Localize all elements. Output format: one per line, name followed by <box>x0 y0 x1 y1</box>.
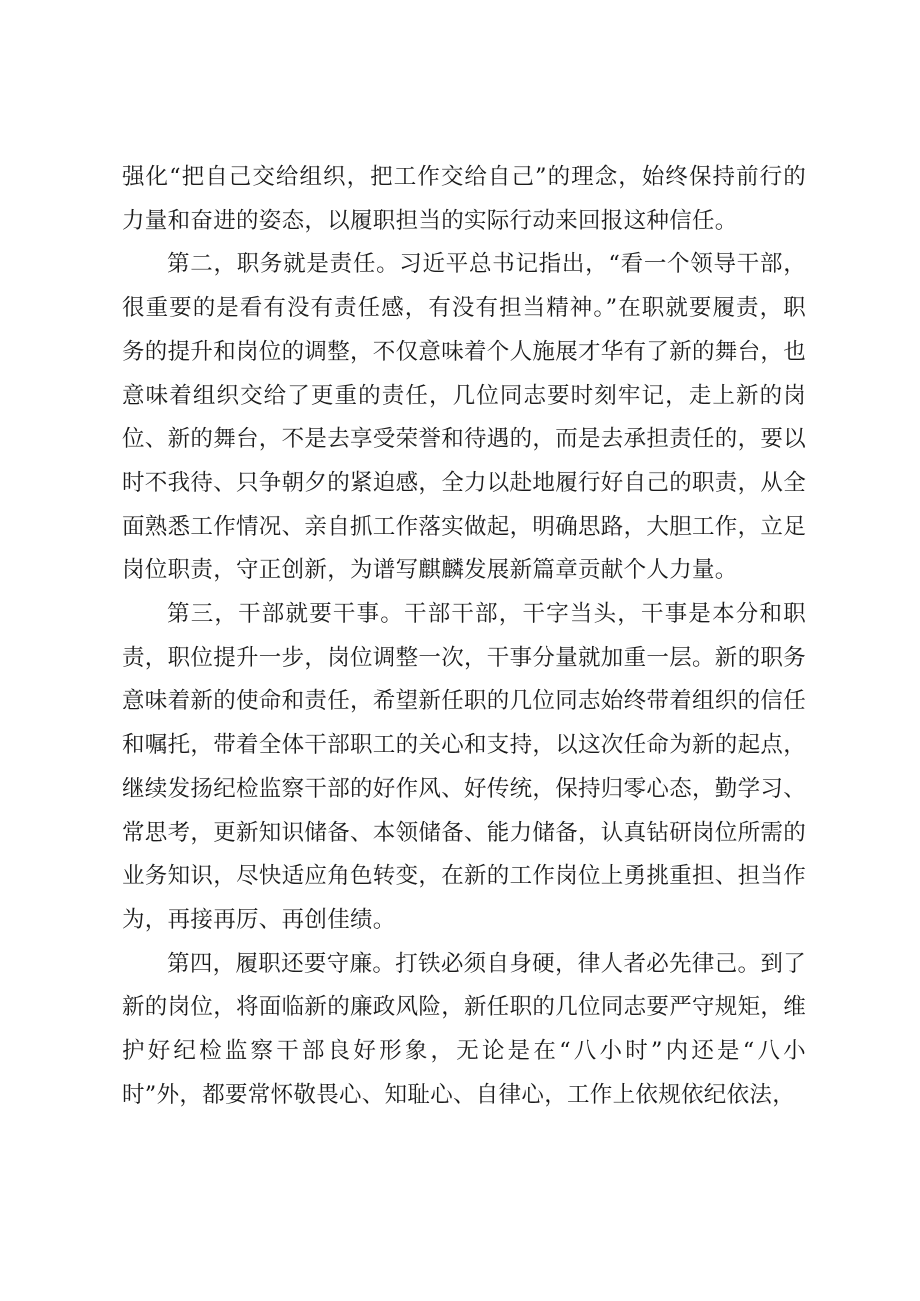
paragraph-third-point: 第三，干部就要干事。干部干部，干字当头，干事是本分和职责，职位提升一步，岗位调整一次，干事分量就加重一层。新的职务意味着新的使命和责任，希望新任职的几位同志始终带着组织的信任和嘱托，带着全体干部职工的关心和支持，以这次任命为新的起点，继续发扬纪检监察干部的好作风、好传统，保持归零心态，勤学习、常思考，更新知识储备、本领储备、能力储备，认真钻研岗位所需的业务知识，尽快适应角色转变，在新的工作岗位上勇挑重担、担当作为，再接再厉、再创佳绩。 <box>122 601 807 933</box>
paragraph-fourth-point: 第四，履职还要守廉。打铁必须自身硬，律人者必先律己。到了新的岗位，将面临新的廉政风险，新任职的几位同志要严守规矩，维护好纪检监察干部良好形象，无论是在“八小时”内还是“八小时”外，都要常怀敬畏心、知耻心、自律心，工作上依规依纪依法， <box>122 950 807 1108</box>
document-body <box>122 156 806 1117</box>
paragraph-continuation: 强化“把自己交给组织，把工作交给自己”的理念，始终保持前行的力量和奋进的姿态，以履职担当的实际行动来回报这种信任。 <box>122 164 806 234</box>
paragraph-second-point: 第二，职务就是责任。习近平总书记指出，“看一个领导干部，很重要的是看有没有责任感，有没有担当精神。”在职就要履责，职务的提升和岗位的调整，不仅意味着个人施展才华有了新的舞台，也意味着组织交给了更重的责任，几位同志要时刻牢记，走上新的岗位、新的舞台，不是去享受荣誉和待遇的，而是去承担责任的，要以时不我待、只争朝夕的紧迫感，全力以赴地履行好自己的职责，从全面熟悉工作情况、亲自抓工作落实做起，明确思路，大胆工作，立足岗位职责，守正创新，为谱写麒麟发展新篇章贡献个人力量。 <box>122 251 807 584</box>
